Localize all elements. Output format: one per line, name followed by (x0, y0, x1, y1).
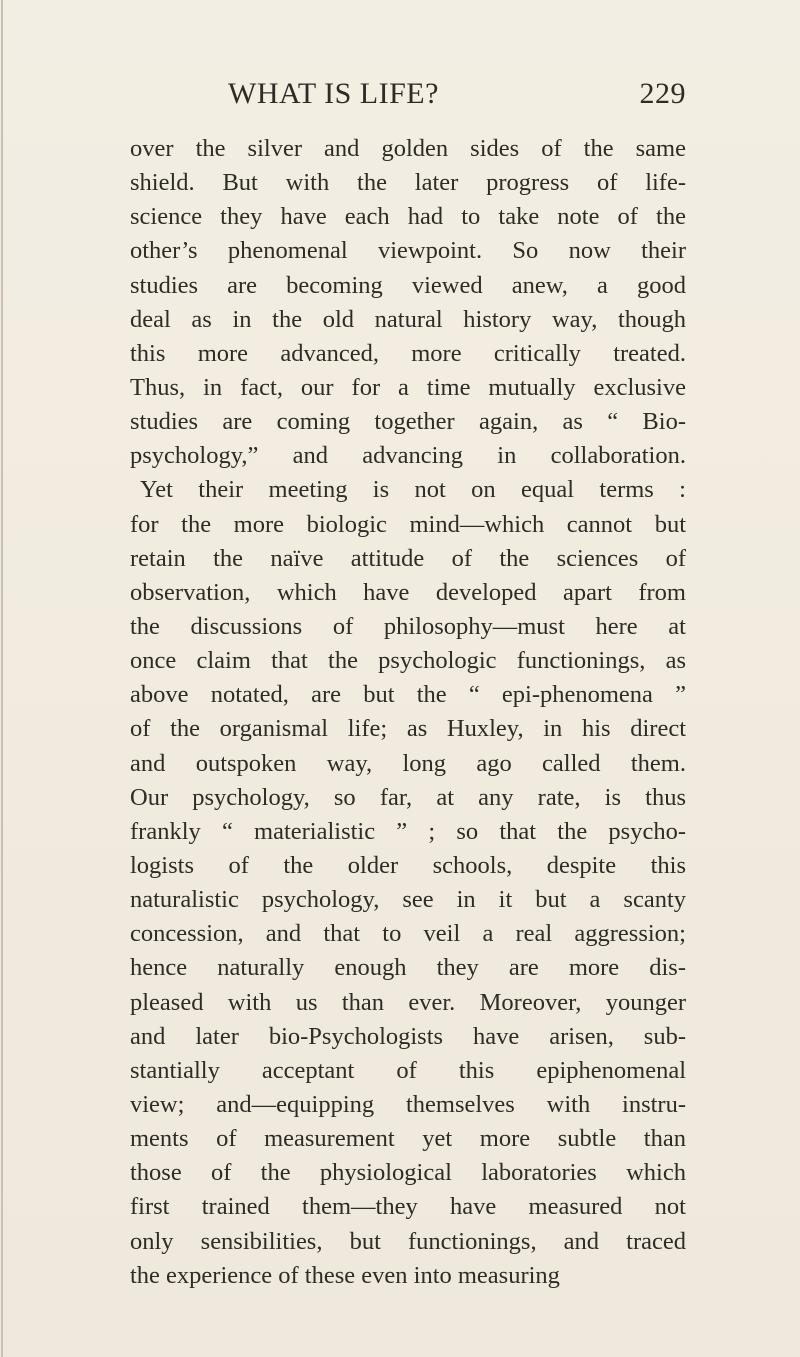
text-line: the experience of these even into measuring (130, 1261, 560, 1289)
text-line: naturalistic psychology, see in it but a scanty (130, 886, 686, 914)
text-line: over the silver and golden sides of the same (130, 135, 686, 162)
text-line: this more advanced, more critically treated. (130, 339, 686, 367)
text-line: retain the naïve attitude of the sciences of (130, 544, 686, 572)
page-header (228, 77, 686, 117)
text-line: view; and—equipping themselves with instru- (130, 1090, 686, 1118)
body-text (130, 132, 686, 1293)
text-line: logists of the older schools, despite this (130, 851, 686, 879)
running-head: WHAT IS LIFE? (228, 77, 439, 110)
text-line: concession, and that to veil a real aggression; (130, 920, 686, 948)
text-line: and outspoken way, long ago called them. (130, 749, 686, 777)
text-line: Our psychology, so far, at any rate, is thus (130, 783, 686, 811)
text-line: first trained them—they have measured not (130, 1193, 686, 1221)
text-line: above notated, are but the “ epi-phenomena ” (130, 681, 686, 709)
text-line: shield. But with the later progress of life- (130, 169, 686, 197)
text-line: and later bio-Psychologists have arisen, sub- (130, 1022, 686, 1050)
text-line: deal as in the old natural history way, though (130, 305, 686, 333)
text-line: for the more biologic mind—which cannot but (130, 510, 686, 538)
text-line: of the organismal life; as Huxley, in his direct (130, 715, 686, 743)
text-line: studies are coming together again, as “ Bio- (130, 408, 686, 436)
text-line: once claim that the psychologic functionings, as (130, 647, 686, 675)
text-line: pleased with us than ever. Moreover, younger (130, 988, 686, 1016)
text-line: only sensibilities, but functionings, and traced (130, 1227, 686, 1255)
page-edge-line (1, 0, 3, 1357)
text-line: stantially acceptant of this epiphenomenal (130, 1056, 686, 1084)
text-line: frankly “ materialistic ” ; so that the psycho- (130, 817, 686, 845)
text-line: Thus, in fact, our for a time mutually exclusive (130, 373, 686, 401)
page-number: 229 (639, 77, 686, 110)
text-line: Yet their meeting is not on equal terms : (140, 476, 686, 504)
text-line: studies are becoming viewed anew, a good (130, 271, 686, 299)
text-line: the discussions of philosophy—must here at (130, 612, 686, 640)
text-line: those of the physiological laboratories which (130, 1159, 686, 1187)
text-line: science they have each had to take note of the (130, 203, 686, 231)
text-line: hence naturally enough they are more dis- (130, 954, 686, 982)
text-line: ments of measurement yet more subtle than (130, 1125, 686, 1153)
text-line: psychology,” and advancing in collaboration. (130, 442, 686, 470)
text-line: other’s phenomenal viewpoint. So now their (130, 237, 686, 265)
text-line: observation, which have developed apart from (130, 578, 686, 606)
